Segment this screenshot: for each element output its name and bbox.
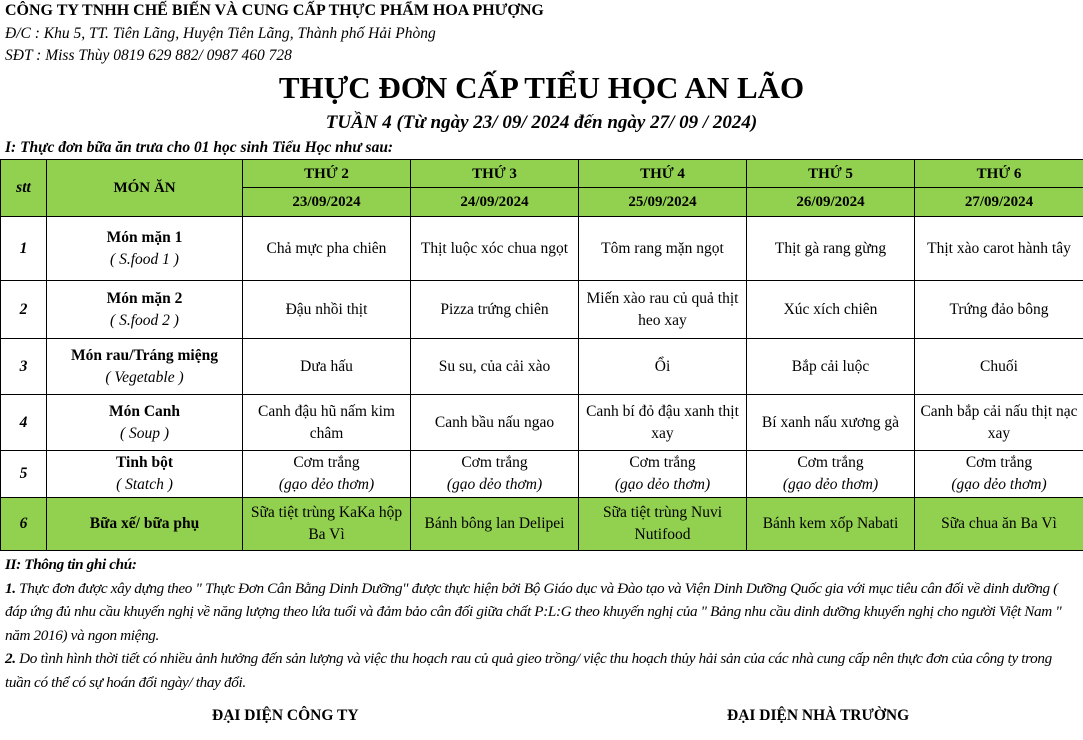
- dish-name: Pizza trứng chiên: [440, 300, 549, 318]
- dish-category-name: Tinh bột: [115, 454, 173, 471]
- dish-name: Thịt luộc xóc chua ngọt: [420, 239, 569, 257]
- dish-name: Chả mực pha chiên: [266, 239, 387, 257]
- menu-cell: [411, 498, 579, 551]
- dish-name: Cơm trắng: [965, 454, 1033, 471]
- dish-name: Cơm trắng: [629, 454, 696, 471]
- dish-category: [47, 451, 243, 498]
- company-address: Đ/C : Khu 5, TT. Tiên Lãng, Huyện Tiên Lãng, Thành phố Hải Phòng: [5, 25, 436, 42]
- row-number: 6: [1, 498, 47, 551]
- menu-cell: [747, 217, 915, 281]
- dish-note: (gạo dẻo thơm): [446, 476, 543, 493]
- section-heading: I: Thực đơn bữa ăn trưa cho 01 học sinh Tiểu Học như sau:: [5, 139, 394, 156]
- dish-name: Sữa tiệt trùng Nuvi Nutifood: [602, 504, 723, 543]
- menu-cell: [747, 498, 915, 551]
- table-row: [1, 451, 1083, 498]
- day-header: THỨ 2: [243, 160, 411, 188]
- dish-name: Sữa chua ăn Ba Vì: [941, 515, 1057, 532]
- dish-category: [47, 339, 243, 395]
- note-number: 1.: [5, 579, 16, 597]
- menu-cell: [915, 339, 1083, 395]
- row-number: 4: [1, 395, 47, 451]
- menu-cell: [915, 281, 1083, 339]
- dish-name: Miến xào rau củ quả thịt heo xay: [586, 289, 739, 329]
- dish-name: Ổi: [654, 357, 671, 375]
- school-signature-label: ĐẠI DIỆN NHÀ TRƯỜNG: [727, 707, 910, 724]
- date-header: 23/09/2024: [243, 188, 411, 217]
- menu-cell: [747, 451, 915, 498]
- dish-name: Chuối: [980, 357, 1018, 375]
- dish-category-english: ( S.food 2 ): [110, 311, 179, 329]
- dish-name: Thịt gà rang gừng: [774, 239, 887, 257]
- dish-name: Sữa tiệt trùng KaKa hộp Ba Vì: [250, 504, 403, 543]
- dish-category-name: Bữa xế/ bữa phụ: [89, 515, 200, 532]
- dish-category: [47, 281, 243, 339]
- menu-cell: [579, 217, 747, 281]
- dish-name: Cơm trắng: [461, 454, 528, 471]
- dish-name: Thịt xào carot hành tây: [927, 239, 1071, 257]
- day-header: THỨ 5: [747, 160, 915, 188]
- menu-cell: [243, 498, 411, 551]
- menu-cell: [243, 339, 411, 395]
- dish-name: Canh đậu hũ nấm kim châm: [258, 402, 395, 442]
- date-header: 25/09/2024: [579, 188, 747, 217]
- company-phone: SĐT : Miss Thùy 0819 629 882/ 0987 460 728: [5, 47, 292, 64]
- dish-name: Dưa hấu: [300, 357, 353, 375]
- menu-cell: [747, 395, 915, 451]
- week-subtitle: TUẦN 4 (Từ ngày 23/ 09/ 2024 đến ngày 27/ 09 / 2024): [325, 112, 758, 133]
- dish-note: (gạo dẻo thơm): [951, 476, 1047, 493]
- dish-category-english: ( S.food 1 ): [110, 250, 179, 268]
- dish-name: Trứng đảo bông: [949, 300, 1049, 318]
- dish-category-name: Món Canh: [108, 402, 181, 420]
- menu-cell: [579, 498, 747, 551]
- row-number: 3: [1, 339, 47, 395]
- dish-name: Bánh bông lan Delipei: [424, 515, 565, 532]
- dish-note: (gạo dẻo thơm): [278, 476, 375, 493]
- company-name: CÔNG TY TNHH CHẾ BIẾN VÀ CUNG CẤP THỰC PHẨM HOA PHƯỢNG: [5, 2, 544, 19]
- row-number: 5: [1, 451, 47, 498]
- menu-cell: [411, 281, 579, 339]
- menu-cell: [915, 451, 1083, 498]
- menu-cell: [243, 281, 411, 339]
- menu-cell: [411, 395, 579, 451]
- stt-header: stt: [1, 160, 47, 217]
- note-1: [5, 577, 1080, 648]
- dish-header: MÓN ĂN: [47, 160, 243, 217]
- menu-cell: [411, 339, 579, 395]
- dish-name: Bí xanh nấu xương gà: [761, 413, 900, 431]
- menu-cell: [579, 339, 747, 395]
- note-text: Do tình hình thời tiết có nhiều ảnh hưởng đến sản lượng và việc thu hoạch rau củ quả gieo trồng/ việc thu hoạch thủy hải sản của các nhà cung cấp nên thực đơn của công ty trong tuần có thể có sự hoán đổi ngày/ thay đổi.: [5, 650, 1052, 691]
- dish-category-name: Món mặn 1: [106, 228, 183, 246]
- table-row: [1, 395, 1083, 451]
- table-row: [1, 498, 1083, 551]
- menu-cell: [915, 395, 1083, 451]
- day-header: THỨ 6: [915, 160, 1083, 188]
- table-row: [1, 281, 1083, 339]
- dish-category: [47, 395, 243, 451]
- dish-name: Bắp cải luộc: [791, 357, 870, 375]
- dish-category-english: ( Vegetable ): [105, 368, 184, 386]
- company-signature-label: ĐẠI DIỆN CÔNG TY: [212, 707, 359, 724]
- dish-name: Canh bắp cải nấu thịt nạc xay: [920, 402, 1078, 442]
- table-row: [1, 339, 1083, 395]
- page-title: THỰC ĐƠN CẤP TIỂU HỌC AN LÃO: [278, 70, 805, 105]
- dish-name: Tôm rang mặn ngọt: [601, 239, 724, 257]
- menu-cell: [579, 395, 747, 451]
- row-number: 1: [1, 217, 47, 281]
- date-header: 24/09/2024: [411, 188, 579, 217]
- date-header: 27/09/2024: [915, 188, 1083, 217]
- dish-name: Cơm trắng: [797, 454, 864, 471]
- menu-cell: [411, 217, 579, 281]
- dish-name: Canh bí đỏ đậu xanh thịt xay: [586, 402, 739, 442]
- dish-note: (gạo dẻo thơm): [614, 476, 711, 493]
- menu-cell: [243, 451, 411, 498]
- menu-cell: [747, 339, 915, 395]
- dish-category-name: Món rau/Tráng miệng: [71, 346, 218, 364]
- day-header: THỨ 3: [411, 160, 579, 188]
- dish-category-english: ( Soup ): [119, 424, 170, 442]
- dish-category-name: Món mặn 2: [106, 289, 183, 307]
- menu-cell: [243, 395, 411, 451]
- dish-name: Canh bầu nấu ngao: [434, 413, 555, 431]
- dish-name: Đậu nhồi thịt: [285, 300, 368, 318]
- table-row: [1, 217, 1083, 281]
- menu-cell: [915, 498, 1083, 551]
- dish-category: [47, 217, 243, 281]
- dish-category-english: ( Statch ): [116, 476, 173, 493]
- menu-cell: [411, 451, 579, 498]
- dish-name: Su su, của cải xào: [438, 357, 551, 375]
- dish-name: Bánh kem xốp Nabati: [762, 515, 899, 532]
- dish-name: Xúc xích chiên: [783, 300, 878, 318]
- notes-section: [5, 553, 1080, 694]
- note-number: 2.: [5, 650, 16, 667]
- dish-note: (gạo dẻo thơm): [782, 476, 879, 493]
- date-header: 26/09/2024: [747, 188, 915, 217]
- menu-table: [0, 159, 1083, 551]
- menu-cell: [579, 451, 747, 498]
- note-2: [5, 647, 1080, 694]
- menu-cell: [579, 281, 747, 339]
- row-number: 2: [1, 281, 47, 339]
- menu-cell: [747, 281, 915, 339]
- dish-category: [47, 498, 243, 551]
- menu-cell: [915, 217, 1083, 281]
- note-text: Thực đơn được xây dựng theo " Thực Đơn Cân Bằng Dinh Dưỡng" được thực hiện bởi Bộ Giáo dục và Đào tạo và Viện Dinh Dưỡng Quốc gia với mục tiêu cân đối về dinh dưỡng ( đáp ứng đủ nhu cầu khuyến nghị về năng lượng theo lứa tuổi và đảm bảo cân đối giữa chất P:L:G theo khuyến nghị của " Bảng nhu cầu dinh dưỡng khuyến nghị cho người Việt Nam " năm 2016) và ngon miệng.: [5, 579, 1062, 644]
- day-header: THỨ 4: [579, 160, 747, 188]
- menu-cell: [243, 217, 411, 281]
- notes-heading: II: Thông tin ghi chú:: [5, 556, 137, 573]
- dish-name: Cơm trắng: [293, 454, 360, 471]
